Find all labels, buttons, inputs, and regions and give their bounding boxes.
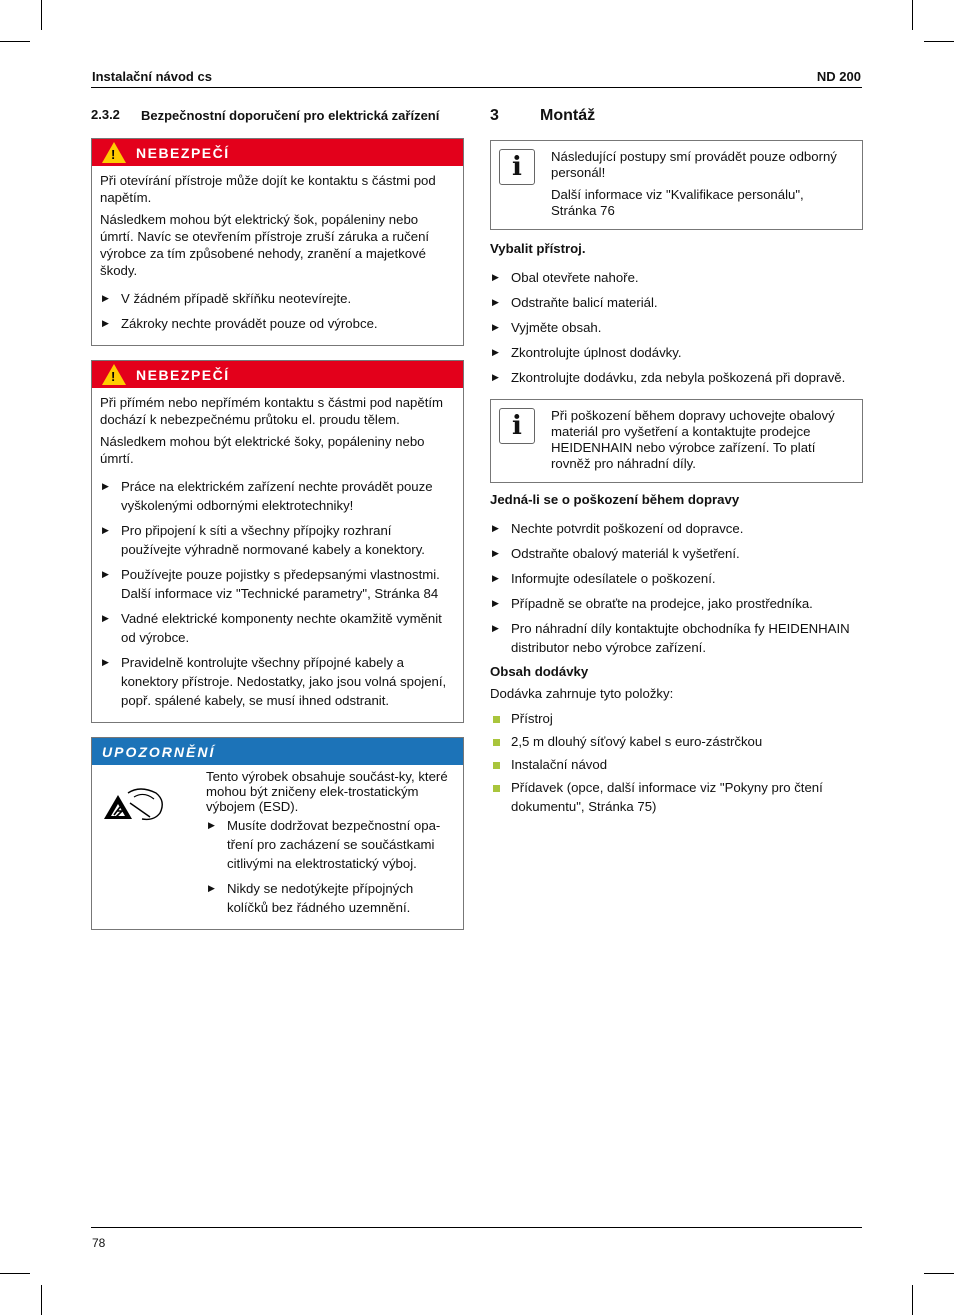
danger-header [92,361,463,388]
danger-header [92,139,463,166]
list-item: ▶ Nechte potvrdit poškození od dopravce. [490,519,863,538]
chapter-title: Montáž [540,107,596,124]
list-item: ▶ Musíte dodržovat bezpečnostní opa-tření pro zacházení se součástkami citlivými na elektrostatický výboj. [206,816,455,873]
crop-mark [924,41,954,42]
list-item: ▶ Odstraňte obalový materiál k vyšetření. [490,544,863,563]
list-item: ▶ Obal otevřete nahoře. [490,268,863,287]
esd-warning-icon [100,769,206,923]
notice-box [91,737,464,930]
section-number: 2.3.2 [91,107,120,122]
list-item: 2,5 m dlouhý síťový kabel s euro-zástrčkou [490,732,863,751]
list-item: Přístroj [490,709,863,728]
crop-mark [41,0,42,30]
right-column [490,107,863,820]
unpack-heading: Vybalit přístroj. [490,241,586,256]
list-item: ▶ Zkontrolujte úplnost dodávky. [490,343,863,362]
chapter-number: 3 [490,107,499,124]
info-icon: i [499,149,535,185]
warning-triangle-icon: ! [102,142,126,163]
list-item: ▶ Pravidelně kontrolujte všechny přípojné kabely a konektory přístroje. Nedostatky, jako jsou volná spojení, popř. spálené kabely, se musí ihned odstranit. [100,653,455,710]
header-rule [91,87,862,88]
crop-mark [41,1285,42,1315]
list-item: ▶ Zákroky nechte provádět pouze od výrobce. [100,314,455,333]
list-item: ▶ Používejte pouze pojistky s předepsanými vlastnostmi. Další informace viz "Technické parametry", Stránka 84 [100,565,455,603]
info-text: Další informace viz "Kvalifikace personálu", Stránka 76 [551,187,804,218]
notice-text: Tento výrobek obsahuje součást-ky, které mohou být zničeny elek-trostatickým výbojem (ESD). [206,769,448,814]
list-item: ▶ Pro náhradní díly kontaktujte obchodníka fy HEIDENHAIN distributor nebo výrobce zařízení. [490,619,863,657]
damage-heading: Jedná-li se o poškození během dopravy [490,492,740,507]
section-title: Bezpečnostní doporučení pro elektrická zařízení [141,108,440,123]
crop-mark [0,41,30,42]
list-item: ▶ Práce na elektrickém zařízení nechte provádět pouze vyškolenými odbornými elektrotechniky! [100,477,455,515]
danger-label: NEBEZPEČÍ [136,144,230,161]
header-product: ND 200 [816,69,861,84]
list-item: Instalační návod [490,755,863,774]
danger-text: Následkem mohou být elektrické šoky, popáleniny nebo úmrtí. [100,434,425,466]
danger-text: Při otevírání přístroje může dojít ke kontaktu s částmi pod napětím. [100,173,436,205]
list-item: Přídavek (opce, další informace viz "Pokyny pro čtení dokumentu", Stránka 75) [490,778,863,816]
header-doc-title: Instalační návod cs [92,69,212,84]
danger-text: Při přímém nebo nepřímém kontaktu s částmi pod napětím dochází k nebezpečnému průtoku el. proudu tělem. [100,395,444,427]
footer-rule [91,1227,862,1228]
danger-box-2 [91,360,464,723]
crop-mark [912,0,913,30]
list-item: ▶ Informujte odesílatele o poškození. [490,569,863,588]
danger-text: Následkem mohou být elektrický šok, popáleniny nebo úmrtí. Navíc se otevřením přístroje zruší záruka a ručení výrobce za tím způsobené nehody, zranění a majetkové škody. [100,212,430,278]
list-item: ▶ Případně se obraťte na prodejce, jako prostředníka. [490,594,863,613]
notice-header [92,738,463,765]
list-item: ▶ Odstraňte balicí materiál. [490,293,863,312]
left-column [91,107,464,930]
content-intro: Dodávka zahrnuje tyto položky: [490,686,674,701]
list-item: ▶ Pro připojení k síti a všechny přípojky rozhraní používejte výhradně normované kabely a konektory. [100,521,455,559]
info-text: Při poškození během dopravy uchovejte obalový materiál pro vyšetření a kontaktujte prodejce HEIDENHAIN nebo výrobce zařízení. To platí rovněž pro náhradní díly. [551,408,835,471]
notice-label: UPOZORNĚNÍ [102,743,216,760]
warning-triangle-icon: ! [102,364,126,385]
danger-label: NEBEZPEČÍ [136,366,230,383]
list-item: ▶ Zkontrolujte dodávku, zda nebyla poškozená při dopravě. [490,368,863,387]
crop-mark [924,1273,954,1274]
list-item: ▶ V žádném případě skříňku neotevírejte. [100,289,455,308]
crop-mark [912,1285,913,1315]
crop-mark [0,1273,30,1274]
danger-box-1 [91,138,464,346]
info-icon: i [499,408,535,444]
list-item: ▶ Nikdy se nedotýkejte přípojných kolíčků bez řádného uzemnění. [206,879,455,917]
list-item: ▶ Vyjměte obsah. [490,318,863,337]
list-item: ▶ Vadné elektrické komponenty nechte okamžitě vyměnit od výrobce. [100,609,455,647]
info-text: Následující postupy smí provádět pouze odborný personál! [551,149,837,180]
info-box-1 [490,140,863,230]
info-box-2 [490,399,863,483]
page-number: 78 [92,1236,106,1250]
content-heading: Obsah dodávky [490,664,589,679]
